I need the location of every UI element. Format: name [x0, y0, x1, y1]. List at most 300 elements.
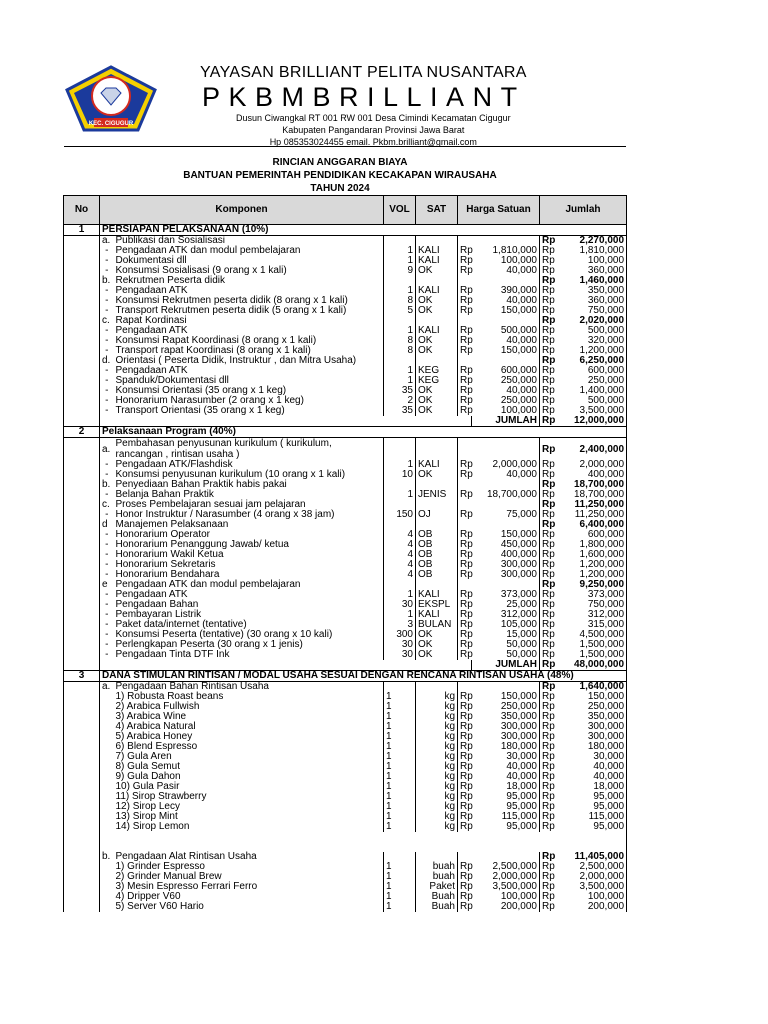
- line-total: 750,000: [554, 600, 627, 610]
- unit-price: 150,000: [472, 346, 540, 356]
- unit-price: 373,000: [472, 590, 540, 600]
- currency-label: Rp: [540, 510, 554, 520]
- group-total: 1,640,000: [554, 682, 627, 693]
- item-marker: [100, 752, 114, 762]
- line-total: 11,250,000: [554, 510, 627, 520]
- currency-label: Rp: [540, 660, 554, 671]
- row-number: [64, 460, 100, 470]
- currency-label: Rp: [458, 752, 472, 762]
- sat-value: KALI: [416, 246, 458, 256]
- row-number: [64, 580, 100, 590]
- row-number: [64, 376, 100, 386]
- currency-label: Rp: [458, 712, 472, 722]
- line-total: 95,000: [554, 792, 627, 802]
- row-number: [64, 692, 100, 702]
- currency-label: Rp: [458, 892, 472, 902]
- vol-value: 300: [384, 630, 416, 640]
- currency-label: Rp: [458, 286, 472, 296]
- sat-value: kg: [416, 762, 458, 772]
- item-marker: b.: [100, 480, 114, 490]
- item-label: Konsumsi Rekrutmen peserta didik (8 orang x 1 kali): [114, 296, 384, 306]
- line-total: 312,000: [554, 610, 627, 620]
- currency-label: Rp: [458, 376, 472, 386]
- currency-label: Rp: [458, 650, 472, 660]
- currency-label: Rp: [458, 822, 472, 832]
- group-label: Rekrutmen Peserta didik: [114, 276, 384, 286]
- currency-label: Rp: [458, 550, 472, 560]
- row-number: [64, 852, 100, 862]
- currency-label: Rp: [458, 490, 472, 500]
- sat-value: OB: [416, 540, 458, 550]
- subtotal-value: 12,000,000: [554, 416, 627, 427]
- row-number: [64, 832, 100, 842]
- line-total: 360,000: [554, 296, 627, 306]
- item-marker: -: [100, 510, 114, 520]
- vol-value: 8: [384, 346, 416, 356]
- currency-label: Rp: [540, 376, 554, 386]
- currency-label: Rp: [458, 802, 472, 812]
- unit-price: 2,000,000: [472, 872, 540, 882]
- item-marker: -: [100, 610, 114, 620]
- currency-label: Rp: [540, 822, 554, 832]
- currency-label: Rp: [458, 570, 472, 580]
- item-label: 6) Blend Espresso: [114, 742, 384, 752]
- item-marker: -: [100, 266, 114, 276]
- item-label: 4) Arabica Natural: [114, 722, 384, 732]
- line-total: 1,810,000: [554, 246, 627, 256]
- currency-label: Rp: [458, 782, 472, 792]
- item-marker: -: [100, 346, 114, 356]
- col-header-vol: VOL: [384, 196, 416, 225]
- item-label: 3) Arabica Wine: [114, 712, 384, 722]
- row-number: [64, 712, 100, 722]
- item-marker: -: [100, 366, 114, 376]
- currency-label: Rp: [458, 600, 472, 610]
- row-number: [64, 792, 100, 802]
- currency-label: Rp: [458, 640, 472, 650]
- line-total: 600,000: [554, 530, 627, 540]
- item-marker: -: [100, 296, 114, 306]
- currency-label: Rp: [458, 530, 472, 540]
- item-label: 5) Arabica Honey: [114, 732, 384, 742]
- currency-label: Rp: [458, 540, 472, 550]
- currency-label: Rp: [540, 610, 554, 620]
- item-label: Pengadaan Bahan: [114, 600, 384, 610]
- vol-value: 1: [384, 712, 416, 722]
- sat-value: OK: [416, 630, 458, 640]
- row-number: [64, 862, 100, 872]
- col-header-no: No: [64, 196, 100, 225]
- unit-price: 250,000: [472, 396, 540, 406]
- line-total: 1,600,000: [554, 550, 627, 560]
- row-number: [64, 560, 100, 570]
- address-line: Kabupaten Pangandaran Provinsi Jawa Barat: [282, 125, 465, 135]
- unit-price: 300,000: [472, 570, 540, 580]
- currency-label: Rp: [540, 682, 554, 693]
- sat-value: EKSPL: [416, 600, 458, 610]
- row-number: [64, 570, 100, 580]
- sat-value: kg: [416, 772, 458, 782]
- item-label: Transport Rekrutmen peserta didik (5 orang x 1 kali): [114, 306, 384, 316]
- line-total: 1,200,000: [554, 570, 627, 580]
- currency-label: Rp: [540, 500, 554, 510]
- line-total: 1,200,000: [554, 560, 627, 570]
- vol-value: 3: [384, 620, 416, 630]
- table-body: [64, 225, 627, 913]
- line-total: 30,000: [554, 752, 627, 762]
- row-number: [64, 812, 100, 822]
- section-row: [64, 671, 627, 682]
- item-marker: [100, 702, 114, 712]
- item-marker: [100, 762, 114, 772]
- currency-label: Rp: [458, 812, 472, 822]
- line-total: 40,000: [554, 772, 627, 782]
- line-total: 1,200,000: [554, 346, 627, 356]
- unit-price: 100,000: [472, 406, 540, 416]
- group-label: Publikasi dan Sosialisasi: [114, 236, 384, 247]
- row-number: [64, 732, 100, 742]
- vol-value: 1: [384, 702, 416, 712]
- item-marker: -: [100, 376, 114, 386]
- vol-value: 1: [384, 692, 416, 702]
- line-item-row: [64, 822, 627, 832]
- unit-price: 300,000: [472, 732, 540, 742]
- currency-label: Rp: [458, 882, 472, 892]
- row-number: [64, 842, 100, 852]
- row-number: [64, 540, 100, 550]
- line-total: 500,000: [554, 396, 627, 406]
- item-marker: -: [100, 590, 114, 600]
- row-number: [64, 772, 100, 782]
- unit-price: 600,000: [472, 366, 540, 376]
- vol-value: 1: [384, 782, 416, 792]
- unit-price: 250,000: [472, 376, 540, 386]
- currency-label: Rp: [540, 882, 554, 892]
- currency-label: Rp: [458, 702, 472, 712]
- sat-value: kg: [416, 692, 458, 702]
- row-number: [64, 356, 100, 366]
- line-total: 360,000: [554, 266, 627, 276]
- sat-value: OJ: [416, 510, 458, 520]
- currency-label: Rp: [540, 326, 554, 336]
- item-marker: [100, 902, 114, 912]
- item-marker: [100, 892, 114, 902]
- letterhead: [60, 56, 628, 148]
- item-marker: -: [100, 540, 114, 550]
- group-label: Pengadaan Alat Rintisan Usaha: [114, 852, 384, 862]
- group-label: Proses Pembelajaran sesuai jam pelajaran: [114, 500, 384, 510]
- vol-value: 5: [384, 306, 416, 316]
- unit-price: 300,000: [472, 560, 540, 570]
- vol-value: 10: [384, 470, 416, 480]
- currency-label: Rp: [458, 610, 472, 620]
- currency-label: Rp: [458, 326, 472, 336]
- section-title: PERSIAPAN PELAKSANAAN (10%): [100, 225, 627, 236]
- sat-value: kg: [416, 722, 458, 732]
- unit-price: 95,000: [472, 792, 540, 802]
- vol-value: 1: [384, 732, 416, 742]
- item-marker: -: [100, 286, 114, 296]
- currency-label: Rp: [540, 792, 554, 802]
- currency-label: Rp: [540, 490, 554, 500]
- vol-value: 1: [384, 802, 416, 812]
- unit-price: 40,000: [472, 762, 540, 772]
- currency-label: Rp: [540, 386, 554, 396]
- item-marker: -: [100, 386, 114, 396]
- currency-label: Rp: [540, 692, 554, 702]
- vol-value: 1: [384, 902, 416, 912]
- sat-value: OB: [416, 570, 458, 580]
- item-marker: [100, 812, 114, 822]
- item-marker: [100, 882, 114, 892]
- sat-value: OK: [416, 640, 458, 650]
- currency-label: Rp: [540, 640, 554, 650]
- pkbm-logo: [66, 66, 156, 132]
- sat-value: JENIS: [416, 490, 458, 500]
- item-label: Honorarium Operator: [114, 530, 384, 540]
- address-line: Dusun Ciwangkal RT 001 RW 001 Desa Cimindi Kecamatan Cigugur: [236, 113, 511, 123]
- item-marker: -: [100, 620, 114, 630]
- currency-label: Rp: [458, 366, 472, 376]
- item-marker: [100, 802, 114, 812]
- row-number: [64, 802, 100, 812]
- row-number: [64, 490, 100, 500]
- vol-value: 150: [384, 510, 416, 520]
- item-marker: -: [100, 570, 114, 580]
- vol-value: 1: [384, 590, 416, 600]
- vol-value: 30: [384, 650, 416, 660]
- unit-price: 450,000: [472, 540, 540, 550]
- unit-price: 3,500,000: [472, 882, 540, 892]
- blank-cell: [100, 832, 627, 842]
- logo-text: KEC. CIGUGUR: [88, 121, 134, 127]
- vol-value: 1: [384, 892, 416, 902]
- institution-name: PKBMBRILLIANT: [202, 82, 526, 112]
- sat-value: OK: [416, 396, 458, 406]
- currency-label: Rp: [458, 902, 472, 912]
- item-marker: d.: [100, 356, 114, 366]
- sat-value: kg: [416, 782, 458, 792]
- item-label: Konsumsi Rapat Koordinasi (8 orang x 1 kali): [114, 336, 384, 346]
- vol-value: 1: [384, 376, 416, 386]
- vol-value: 1: [384, 872, 416, 882]
- vol-value: 8: [384, 336, 416, 346]
- row-number: 3: [64, 671, 100, 682]
- unit-price: 75,000: [472, 510, 540, 520]
- currency-label: Rp: [540, 600, 554, 610]
- line-total: 2,500,000: [554, 862, 627, 872]
- currency-label: Rp: [540, 336, 554, 346]
- line-total: 18,000: [554, 782, 627, 792]
- item-label: Pengadaan ATK: [114, 326, 384, 336]
- unit-price: 500,000: [472, 326, 540, 336]
- row-number: [64, 296, 100, 306]
- group-label: Pengadaan Bahan Rintisan Usaha: [114, 682, 384, 693]
- item-label: Perlengkapan Peserta (30 orang x 1 jenis): [114, 640, 384, 650]
- item-label: Paket data/internet (tentative): [114, 620, 384, 630]
- item-label: Spanduk/Dokumentasi dll: [114, 376, 384, 386]
- line-total: 350,000: [554, 712, 627, 722]
- item-marker: -: [100, 406, 114, 416]
- sat-value: OK: [416, 336, 458, 346]
- sat-value: kg: [416, 732, 458, 742]
- vol-value: 1: [384, 460, 416, 470]
- unit-price: 40,000: [472, 336, 540, 346]
- line-total: 300,000: [554, 722, 627, 732]
- item-label: Konsumsi Sosialisasi (9 orang x 1 kali): [114, 266, 384, 276]
- line-total: 1,800,000: [554, 540, 627, 550]
- group-total: 1,460,000: [554, 276, 627, 286]
- item-marker: [100, 772, 114, 782]
- currency-label: Rp: [458, 792, 472, 802]
- currency-label: Rp: [540, 802, 554, 812]
- row-number: [64, 326, 100, 336]
- line-total: 200,000: [554, 902, 627, 912]
- item-label: Pengadaan ATK: [114, 590, 384, 600]
- currency-label: Rp: [458, 296, 472, 306]
- item-marker: -: [100, 630, 114, 640]
- group-label: Pembahasan penyusunan kurikulum ( kurikulum, rancangan , rintisan usaha ): [114, 438, 384, 461]
- vol-value: 1: [384, 246, 416, 256]
- vol-value: 1: [384, 610, 416, 620]
- currency-label: Rp: [540, 480, 554, 490]
- currency-label: Rp: [540, 722, 554, 732]
- currency-label: Rp: [458, 732, 472, 742]
- item-marker: -: [100, 560, 114, 570]
- currency-label: Rp: [458, 460, 472, 470]
- currency-label: Rp: [458, 560, 472, 570]
- currency-label: Rp: [540, 438, 554, 461]
- item-marker: -: [100, 396, 114, 406]
- col-header-jumlah: Jumlah: [540, 196, 627, 225]
- currency-label: Rp: [540, 650, 554, 660]
- address-block: [236, 112, 511, 148]
- currency-label: Rp: [540, 356, 554, 366]
- currency-label: Rp: [540, 236, 554, 247]
- vol-value: 1: [384, 490, 416, 500]
- item-marker: c.: [100, 316, 114, 326]
- vol-value: 4: [384, 560, 416, 570]
- harga-cell: [458, 438, 540, 461]
- currency-label: Rp: [458, 762, 472, 772]
- currency-label: Rp: [458, 590, 472, 600]
- header-rule: [64, 146, 626, 147]
- currency-label: Rp: [458, 772, 472, 782]
- row-number: [64, 600, 100, 610]
- currency-label: Rp: [540, 712, 554, 722]
- currency-label: Rp: [540, 296, 554, 306]
- row-number: [64, 480, 100, 490]
- sat-value: OB: [416, 550, 458, 560]
- row-number: 1: [64, 225, 100, 236]
- item-marker: -: [100, 650, 114, 660]
- unit-price: 100,000: [472, 892, 540, 902]
- currency-label: Rp: [540, 862, 554, 872]
- item-marker: d: [100, 520, 114, 530]
- sat-value: KALI: [416, 610, 458, 620]
- unit-price: 50,000: [472, 650, 540, 660]
- subtotal-row: [64, 416, 627, 427]
- line-total: 500,000: [554, 326, 627, 336]
- item-label: 1) Grinder Espresso: [114, 862, 384, 872]
- row-number: [64, 286, 100, 296]
- unit-price: 350,000: [472, 712, 540, 722]
- line-item-row: [64, 902, 627, 912]
- row-number: [64, 500, 100, 510]
- sat-value: Buah: [416, 902, 458, 912]
- unit-price: 25,000: [472, 600, 540, 610]
- row-number: [64, 630, 100, 640]
- row-number: [64, 438, 100, 461]
- currency-label: Rp: [540, 316, 554, 326]
- document-title: [160, 156, 520, 195]
- row-number: [64, 872, 100, 882]
- item-label: 13) Sirop Mint: [114, 812, 384, 822]
- vol-value: 1: [384, 862, 416, 872]
- row-number: [64, 236, 100, 247]
- budget-table: [63, 195, 627, 912]
- item-marker: -: [100, 490, 114, 500]
- item-marker: [100, 732, 114, 742]
- vol-value: 1: [384, 882, 416, 892]
- item-label: Honorarium Narasumber (2 orang x 1 keg): [114, 396, 384, 406]
- row-number: [64, 882, 100, 892]
- sat-value: OK: [416, 266, 458, 276]
- sat-value: kg: [416, 822, 458, 832]
- currency-label: Rp: [540, 366, 554, 376]
- item-label: 11) Sirop Strawberry: [114, 792, 384, 802]
- subtotal-row: [64, 660, 627, 671]
- unit-price: 200,000: [472, 902, 540, 912]
- currency-label: Rp: [458, 256, 472, 266]
- currency-label: Rp: [540, 620, 554, 630]
- item-marker: [100, 742, 114, 752]
- item-label: Pembayaran Listrik: [114, 610, 384, 620]
- unit-price: 40,000: [472, 296, 540, 306]
- item-label: Konsumsi Orientasi (35 orang x 1 keg): [114, 386, 384, 396]
- line-total: 750,000: [554, 306, 627, 316]
- line-total: 115,000: [554, 812, 627, 822]
- org-name: YAYASAN BRILLIANT PELITA NUSANTARA: [200, 64, 527, 81]
- row-number: [64, 902, 100, 912]
- unit-price: 2,000,000: [472, 460, 540, 470]
- currency-label: Rp: [540, 892, 554, 902]
- sat-value: kg: [416, 702, 458, 712]
- item-marker: -: [100, 470, 114, 480]
- row-number: [64, 396, 100, 406]
- row-number: [64, 650, 100, 660]
- line-total: 250,000: [554, 702, 627, 712]
- line-total: 3,500,000: [554, 406, 627, 416]
- unit-price: 100,000: [472, 256, 540, 266]
- sat-value: Paket: [416, 882, 458, 892]
- sum-label: JUMLAH: [472, 660, 540, 671]
- currency-label: Rp: [540, 762, 554, 772]
- row-number: [64, 682, 100, 693]
- sat-value: KALI: [416, 590, 458, 600]
- vol-value: 1: [384, 286, 416, 296]
- sum-label: JUMLAH: [472, 416, 540, 427]
- currency-label: Rp: [540, 396, 554, 406]
- row-number: [64, 822, 100, 832]
- row-number: [64, 336, 100, 346]
- item-label: Pengadaan ATK dan modul pembelajaran: [114, 246, 384, 256]
- currency-label: Rp: [540, 550, 554, 560]
- row-number: [64, 590, 100, 600]
- currency-label: Rp: [540, 902, 554, 912]
- currency-label: Rp: [540, 470, 554, 480]
- row-number: [64, 386, 100, 396]
